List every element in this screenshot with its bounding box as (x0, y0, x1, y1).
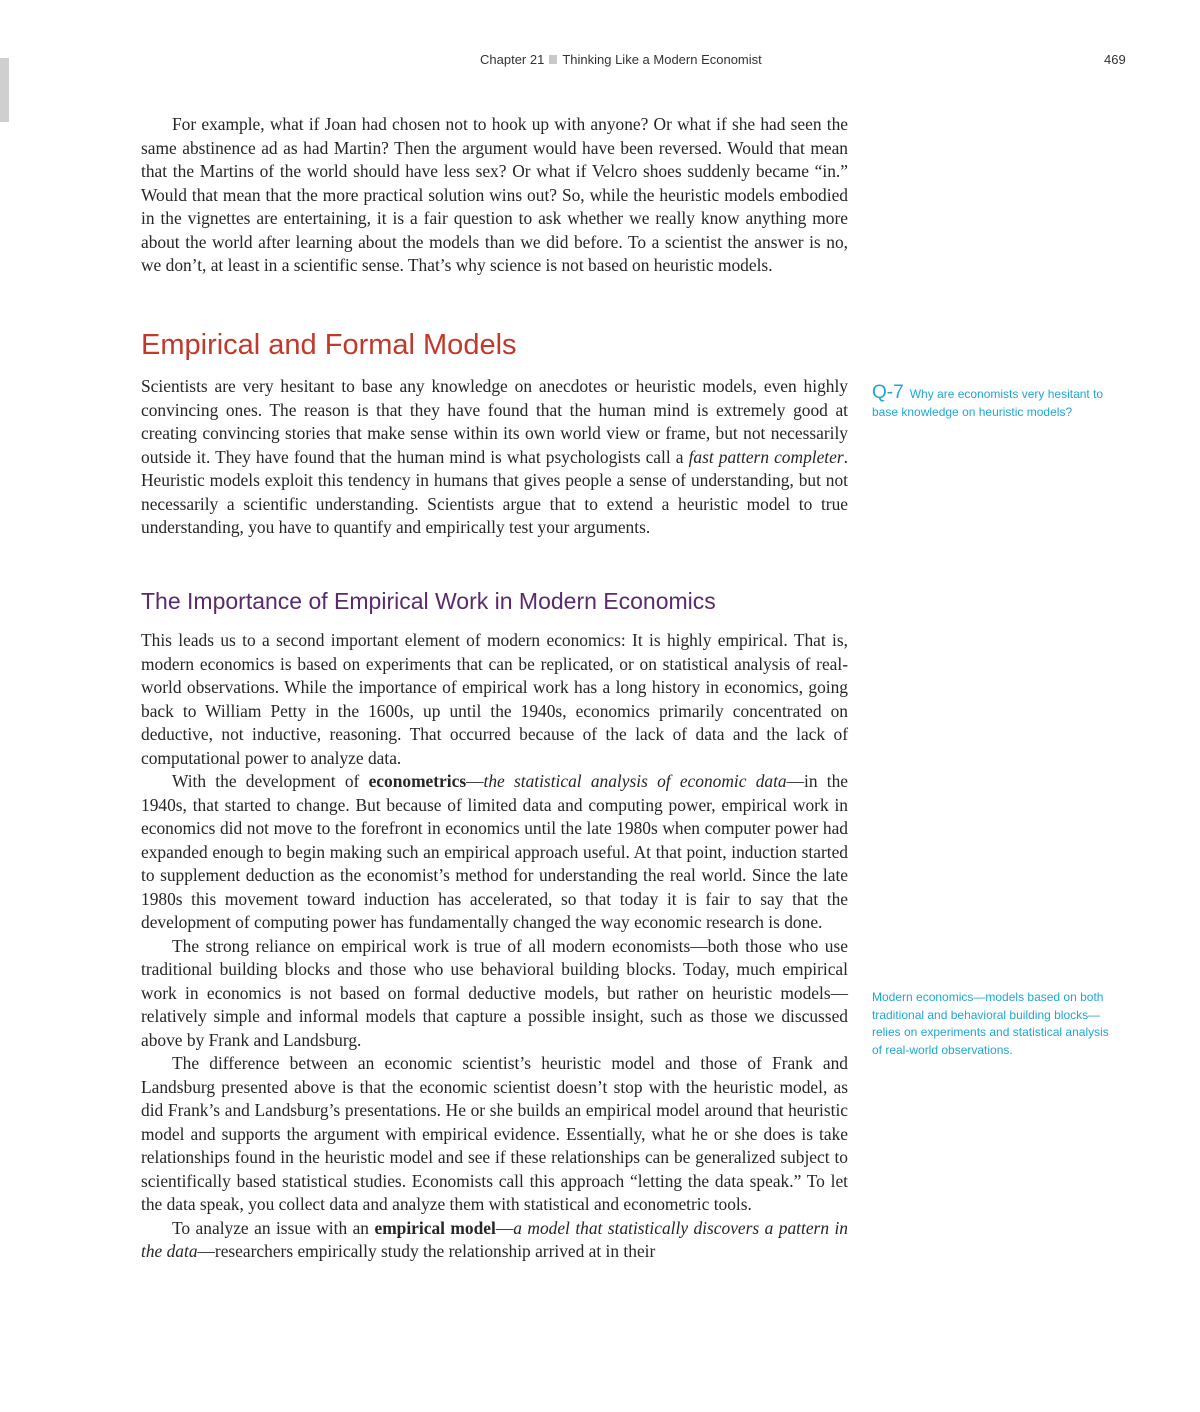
key-term-empirical-model: empirical model (374, 1217, 496, 1238)
paragraph-text: To analyze an issue with an (172, 1217, 375, 1238)
section-heading: Empirical and Formal Models (141, 329, 517, 361)
intro-paragraph: For example, what if Joan had chosen not to hook up with anyone? Or what if she had seen the same abstinence ad as had Martin? Then the argument would have been reversed. Would that mean that the Martins of the world should have less sex? Or what if Velcro shoes suddenly became “in.” Would that mean that the more practical solution wins out? So, while the heuristic models embodied in the vignettes are entertaining, it is a fair question to ask whether we really know anything more about the world after learning about the models than we did before. To a scientist the answer is no, we don’t, at least in a scientific sense. That’s why science is not based on heuristic models. (141, 114, 848, 275)
paragraph-text: With the development of (172, 771, 369, 791)
paragraph-text: Scientists are very hesitant to base any knowledge on anecdotes or heuristic models, even highly convincing ones. The reason is that they have found that the human mind is extremely good at creating convincing stories that make sense within its own world view or frame, but not necessarily outside it. They have found that the human mind is what psychologists call a (141, 376, 848, 467)
term-definition: the statistical analysis of economic data (483, 771, 787, 791)
page-edge-tab (0, 58, 9, 122)
subsection-paragraph-2 (141, 770, 848, 935)
subsection-paragraph-1: This leads us to a second important element of modern economics: It is highly empirical. That is, modern economics is based on experiments that can be replicated, or on statistical analysis of real-world observations. While the importance of empirical work has a long history in economics, going back to William Petty in the 1600s, up until the 1940s, economics primarily concentrated on deductive, not inductive, reasoning. That occurred because of the lack of data and the lack of computational power to analyze data. (141, 630, 848, 768)
separator-square-icon (549, 55, 557, 64)
paragraph-text: . Heuristic models exploit this tendency in humans that gives people a sense of understanding, but not necessarily a scientific understanding. Scientists argue that to extend a heuristic model to true understanding, you have to quantify and empirically test your arguments. (141, 446, 848, 537)
section-paragraph (141, 375, 848, 540)
paragraph-text: —in the 1940s, that started to change. But because of limited data and computing power, empirical work in economics did not move to the forefront in economics until the late 1980s when computer power had expanded enough to begin making such an empirical approach useful. At that point, induction started to supplement deduction as the economist’s method for understanding the real world. Since the late 1980s this movement toward induction has accelerated, so that today it is fair to say that the development of computing power has fundamentally changed the way economic research is done. (141, 771, 849, 932)
paragraph-text: —researchers empirically study the relationship arrived at in their (197, 1241, 656, 1261)
intro-text-block (141, 113, 848, 278)
subsection-text-block (141, 629, 848, 1264)
question-text: Why are economists very hesitant to base knowledge on heuristic models? (872, 387, 1104, 419)
subsection-paragraph-5 (141, 1217, 848, 1264)
margin-question-q7 (872, 384, 1122, 421)
section-text-block (141, 375, 848, 540)
em-dash: — (495, 1217, 514, 1238)
key-term-econometrics: econometrics (368, 771, 467, 791)
subsection-heading: The Importance of Empirical Work in Modern Economics (141, 588, 716, 614)
running-head (480, 52, 762, 67)
margin-note-modern-economics: Modern economics—models based on both traditional and behavioral building blocks—relies on experiments and statistical analysis of real-world observations. (872, 990, 1109, 1057)
italic-term: fast pattern completer (688, 446, 844, 467)
page-number: 469 (1104, 52, 1126, 67)
question-number: Q-7 (872, 382, 904, 403)
subsection-paragraph-3: The strong reliance on empirical work is true of all modern economists—both those who use traditional building blocks and those who use behavioral building blocks. Today, much empirical work in economics is not based on formal deductive models, but rather on heuristic models—relatively simple and informal models that capture a possible insight, such as those we discussed above by Frank and Landsburg. (141, 935, 848, 1050)
chapter-number: Chapter 21 (480, 52, 545, 67)
term-definition: a model that statistically discovers a pattern in the data (141, 1217, 848, 1261)
subsection-paragraph-4: The difference between an economic scientist’s heuristic model and those of Frank and Landsburg presented above is that the economic scientist doesn’t stop with the heuristic model, as did Frank’s and Landsburg’s presentations. He or she builds an empirical model around that heuristic model and supports the argument with empirical evidence. Essentially, what he or she does is take relationships found in the heuristic model and see if these relationships can be generalized subject to scientifically based statistical studies. Economists call this approach “letting the data speak.” To let the data speak, you collect data and analyze them with statistical and econometric tools. (141, 1053, 848, 1214)
chapter-title: Thinking Like a Modern Economist (562, 52, 762, 67)
em-dash: — (466, 771, 484, 791)
